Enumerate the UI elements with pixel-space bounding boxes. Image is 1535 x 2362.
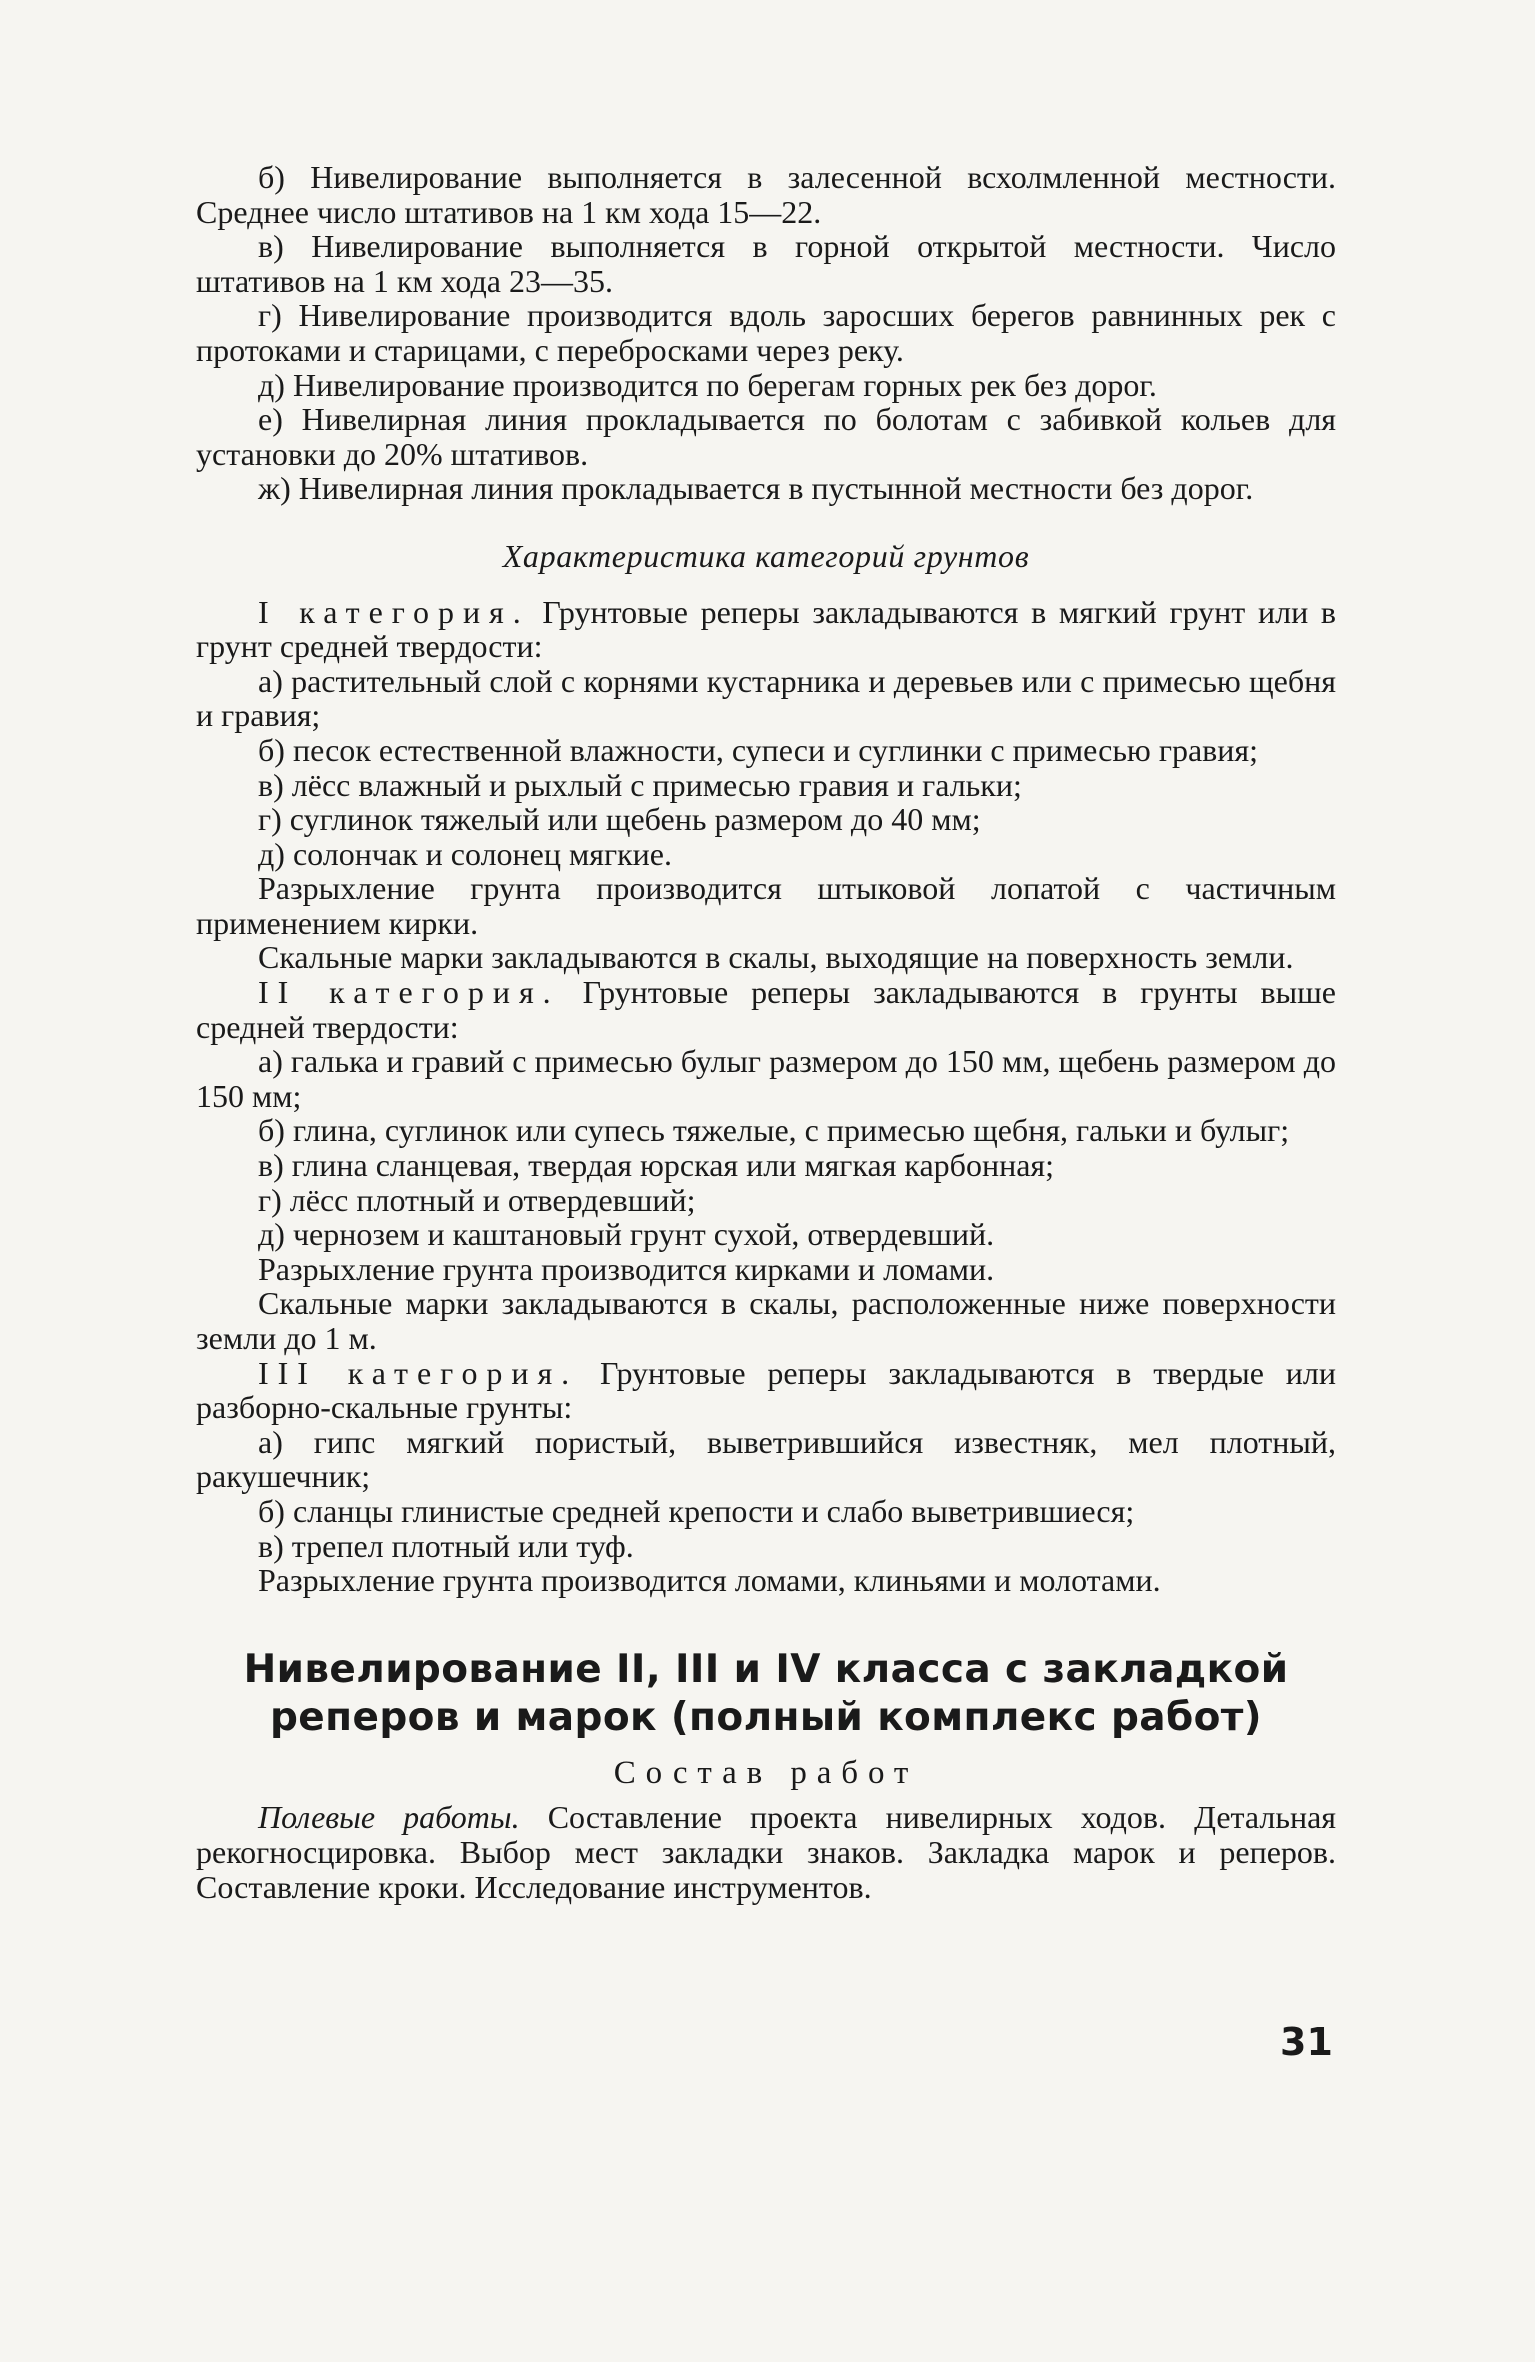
category-2-item: в) глина сланцевая, твердая юрская или мягкая карбонная; bbox=[258, 1147, 1055, 1184]
category-2-item: а) галька и гравий с примесью булыг размером до 150 мм, щебень размером до 150 мм; bbox=[196, 1043, 1336, 1114]
field-works-label: Полевые работы. bbox=[258, 1799, 520, 1836]
category-2-item: г) лёсс плотный и отвердевший; bbox=[258, 1181, 696, 1218]
category-2-loosening: Разрыхление грунта производится кирками и ломами. bbox=[258, 1250, 995, 1287]
page-number: 31 bbox=[1280, 2020, 1333, 2064]
paragraph-e: е) Нивелирная линия прокладывается по болотам с забивкой кольев для установки до 20% штативов. bbox=[196, 401, 1336, 472]
paragraph-b: б) Нивелирование выполняется в залесенной всхолмленной местности. Среднее число штативов на 1 км хода 15—22. bbox=[196, 159, 1336, 230]
paragraph-zh: ж) Нивелирная линия прокладывается в пустынной местности без дорог. bbox=[258, 470, 1254, 507]
category-2-intro bbox=[196, 975, 1336, 1044]
category-1-text: Грунтовые реперы закладываются в мягкий грунт или в грунт средней твердости: bbox=[196, 593, 1336, 665]
category-1-item: в) лёсс влажный и рыхлый с примесью гравия и гальки; bbox=[258, 766, 1022, 803]
category-2-item: д) чернозем и каштановый грунт сухой, отвердевший. bbox=[258, 1216, 995, 1253]
category-3-loosening: Разрыхление грунта производится ломами, клиньями и молотами. bbox=[258, 1562, 1161, 1599]
category-3-item: а) гипс мягкий пористый, выветрившийся известняк, мел плотный, ракушечник; bbox=[196, 1423, 1336, 1495]
field-works-paragraph bbox=[196, 1800, 1336, 1904]
paragraph-g: г) Нивелирование производится вдоль заросших берегов равнинных рек с протоками и старицами, с перебросками через реку. bbox=[196, 297, 1336, 368]
body-text bbox=[196, 160, 1336, 1904]
paragraph-d: д) Нивелирование производится по берегам горных рек без дорог. bbox=[258, 366, 1157, 403]
category-1-item: б) песок естественной влажности, супеси и суглинки с примесью гравия; bbox=[258, 731, 1258, 768]
category-2-item: б) глина, суглинок или супесь тяжелые, с примесью щебня, гальки и булыг; bbox=[258, 1112, 1290, 1149]
category-2-text: Грунтовые реперы закладываются в грунты выше средней твердости: bbox=[196, 974, 1337, 1045]
chapter-heading: Нивелирование II, III и IV класса с закладкой реперов и марок (полный комплекс работ) bbox=[243, 1646, 1289, 1740]
category-3-intro bbox=[196, 1356, 1336, 1425]
category-2-label: II категория. bbox=[258, 974, 560, 1011]
works-subheading: Состав работ bbox=[613, 1754, 919, 1791]
category-3-item: б) сланцы глинистые средней крепости и слабо выветрившиеся; bbox=[258, 1492, 1135, 1529]
category-3-label: III категория. bbox=[258, 1354, 579, 1391]
category-1-intro bbox=[196, 595, 1336, 664]
field-works-text: Составление проекта нивелирных ходов. Детальная рекогносцировка. Выбор мест закладки знаков. Закладка марок и реперов. Составление кроки. Исследование инструментов. bbox=[196, 1799, 1337, 1905]
category-1-item: а) растительный слой с корнями кустарника и деревьев или с примесью щебня и гравия; bbox=[196, 662, 1336, 734]
category-1-marks: Скальные марки закладываются в скалы, выходящие на поверхность земли. bbox=[258, 939, 1294, 976]
category-1-item: д) солончак и солонец мягкие. bbox=[258, 835, 672, 872]
category-3-text: Грунтовые реперы закладываются в твердые или разборно-скальные грунты: bbox=[196, 1354, 1337, 1426]
category-1-label: I категория. bbox=[258, 593, 530, 630]
category-1-item: г) суглинок тяжелый или щебень размером до 40 мм; bbox=[258, 801, 981, 838]
category-3-item: в) трепел плотный или туф. bbox=[258, 1527, 634, 1564]
section-title: Характеристика категорий грунтов bbox=[502, 537, 1030, 574]
category-1-loosening: Разрыхление грунта производится штыковой лопатой с частичным применением кирки. bbox=[196, 870, 1336, 941]
category-2-marks: Скальные марки закладываются в скалы, расположенные ниже поверхности земли до 1 м. bbox=[196, 1285, 1336, 1356]
paragraph-v: в) Нивелирование выполняется в горной открытой местности. Число штативов на 1 км хода 23—35. bbox=[196, 228, 1336, 299]
